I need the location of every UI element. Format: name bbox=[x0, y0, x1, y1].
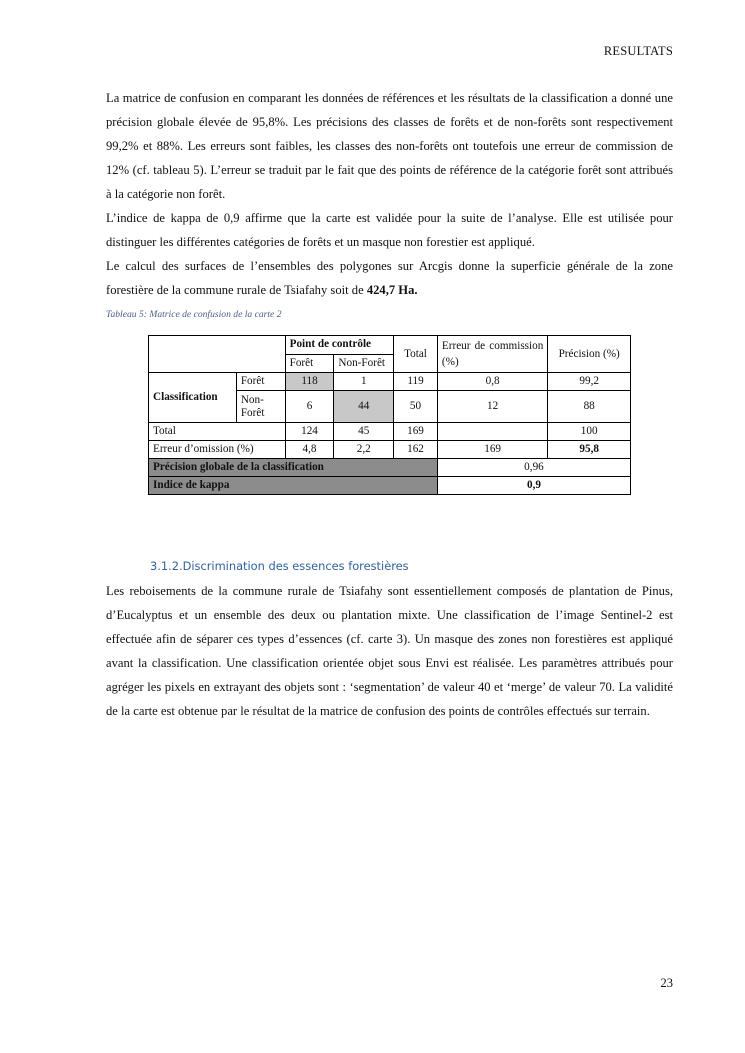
paragraph-text: Le calcul des surfaces de l’ensembles des polygones sur Arcgis donne la superficie générale de la zone forestière de la commune rurale de Tsiafahy soit de bbox=[106, 259, 673, 297]
row-label: Erreur d’omission (%) bbox=[149, 441, 286, 459]
global-precision-value: 0,96 bbox=[437, 459, 630, 477]
cell-total-total: 169 bbox=[394, 423, 438, 441]
paragraph-surface bbox=[106, 254, 673, 302]
cell-nonforet-total: 50 bbox=[394, 391, 438, 423]
table-caption: Tableau 5: Matrice de confusion de la carte 2 bbox=[106, 309, 282, 320]
header-point-controle: Point de contrôle bbox=[285, 336, 393, 355]
header-total: Total bbox=[394, 336, 438, 373]
section-subheading: 3.1.2.Discrimination des essences forestières bbox=[150, 559, 409, 573]
cell-nonforet-foret: 6 bbox=[285, 391, 334, 423]
header-precision: Précision (%) bbox=[548, 336, 631, 373]
table-row-foret bbox=[149, 373, 631, 391]
header-non-foret: Non-Forêt bbox=[334, 354, 394, 373]
header-erreur-commission-text: Erreur de commission (%) bbox=[441, 340, 544, 368]
paragraph-text: L’indice de kappa de 0,9 affirme que la carte est validée pour la suite de l’analyse. Elle est utilisée pour distinguer les différentes catégories de forêts et un masque non forestier est appliqué. bbox=[106, 211, 673, 249]
paragraph-text: La matrice de confusion en comparant les données de références et les résultats de la classification a donné une précision globale élevée de 95,8%. Les précisions des classes de forêts et de non-forêts sont respectivement 99,2% et 88%. Les erreurs sont faibles, les classes des non-forêts ont toutefois une erreur de commission de 12% (cf. tableau 5). L’erreur se traduit par le fait que des points de référence de la catégorie forêt sont attribués à la catégorie non forêt. bbox=[106, 91, 673, 201]
cell-total-nonforet: 45 bbox=[334, 423, 394, 441]
results-body bbox=[106, 86, 673, 322]
table-row-global-precision bbox=[149, 459, 631, 477]
global-precision-label: Précision globale de la classification bbox=[149, 459, 438, 477]
paragraph-essences: Les reboisements de la commune rurale de Tsiafahy sont essentiellement composés de plantation de Pinus, d’Eucalyptus et un ensemble des deux ou plantation mixte. Une classification de l’image Sentinel-2 est effectuée afin de séparer ces types d’essences (cf. carte 3). Un masque des zones non forestières est appliqué avant la classification. Une classification orientée objet sous Envi est réalisée. Les paramètres attribués pour agréger les pixels en extrayant des objets sont : ‘segmentation’ de valeur 40 et ‘merge’ de valeur 70. La validité de la carte est obtenue par le résultat de la matrice de confusion des points de contrôles effectués sur terrain. bbox=[106, 584, 673, 718]
table-row-kappa bbox=[149, 477, 631, 495]
cell-nonforet-commission: 12 bbox=[437, 391, 547, 423]
cell-total-commission bbox=[437, 423, 547, 441]
table-header-row bbox=[149, 336, 631, 355]
cell-foret-precision: 99,2 bbox=[548, 373, 631, 391]
cell-foret-nonforet: 1 bbox=[334, 373, 394, 391]
cell-omission-foret: 4,8 bbox=[285, 441, 334, 459]
table-row-omission bbox=[149, 441, 631, 459]
paragraph-confusion-matrix bbox=[106, 86, 673, 206]
cell-nonforet-nonforet: 44 bbox=[334, 391, 394, 423]
cell-omission-nonforet: 2,2 bbox=[334, 441, 394, 459]
running-header: RESULTATS bbox=[603, 44, 673, 58]
row-label: Total bbox=[149, 423, 286, 441]
cell-omission-total: 162 bbox=[394, 441, 438, 459]
cell-foret-commission: 0,8 bbox=[437, 373, 547, 391]
row-label: Non-Forêt bbox=[236, 391, 285, 423]
section-body bbox=[106, 579, 673, 723]
kappa-value: 0,9 bbox=[437, 477, 630, 495]
surface-value: 424,7 Ha. bbox=[366, 283, 418, 297]
header-empty-cell bbox=[149, 336, 286, 373]
cell-nonforet-precision: 88 bbox=[548, 391, 631, 423]
paragraph-kappa bbox=[106, 206, 673, 254]
confusion-matrix-table bbox=[148, 335, 631, 495]
header-erreur-commission bbox=[437, 336, 547, 373]
kappa-label: Indice de kappa bbox=[149, 477, 438, 495]
cell-omission-commission: 169 bbox=[437, 441, 547, 459]
cell-foret-total: 119 bbox=[394, 373, 438, 391]
row-label: Forêt bbox=[236, 373, 285, 391]
header-foret: Forêt bbox=[285, 354, 334, 373]
cell-omission-precision: 95,8 bbox=[548, 441, 631, 459]
table-row-total bbox=[149, 423, 631, 441]
cell-foret-foret: 118 bbox=[285, 373, 334, 391]
classification-label: Classification bbox=[149, 373, 237, 423]
page-number: 23 bbox=[660, 976, 673, 990]
cell-total-precision: 100 bbox=[548, 423, 631, 441]
cell-total-foret: 124 bbox=[285, 423, 334, 441]
